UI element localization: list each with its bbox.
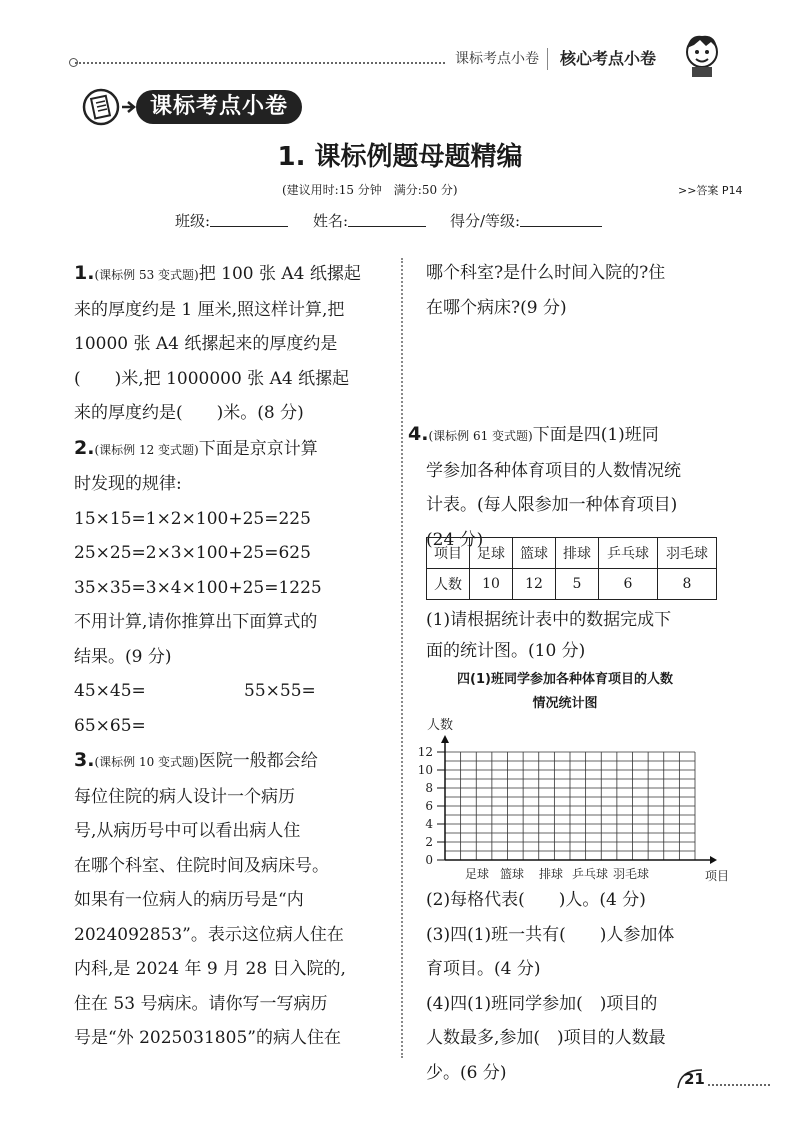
y-tick-label: 10	[417, 763, 433, 777]
table-cell: 12	[513, 569, 556, 600]
q3-line: 每位住院的病人设计一个病历	[74, 786, 295, 807]
table-cell: 人数	[427, 569, 470, 600]
table-cell: 羽毛球	[658, 538, 717, 569]
sports-table	[426, 537, 717, 600]
table-cell: 足球	[470, 538, 513, 569]
name-blank[interactable]	[348, 210, 426, 227]
q2-line: 25×25=2×3×100+25=625	[74, 543, 311, 563]
q3-line: 号是“外 2025031805”的病人住在	[74, 1028, 341, 1048]
y-tick-label: 0	[425, 853, 433, 867]
page-number: 21	[684, 1070, 705, 1088]
q1-line: 10000 张 A4 纸摞起来的厚度约是	[74, 334, 338, 354]
q2-line: 15×15=1×2×100+25=225	[74, 508, 311, 529]
time-note: (建议用时:15 分钟 满分:50 分)	[282, 183, 458, 197]
q4-line: 4.(课标例 61 变式题)下面是四(1)班同	[408, 423, 659, 445]
y-tick-label: 8	[425, 781, 433, 795]
q2-line: 35×35=3×4×100+25=1225	[74, 577, 322, 598]
class-field: 班级:	[175, 210, 210, 231]
x-tick-label: 羽毛球	[612, 867, 650, 881]
bar-chart	[405, 715, 745, 885]
q4-sub1-line: (1)请根据统计表中的数据完成下	[426, 610, 672, 630]
table-cell: 篮球	[513, 538, 556, 569]
q4-sub4-line: 少。(6 分)	[426, 1062, 507, 1083]
class-blank[interactable]	[210, 210, 288, 227]
y-axis-label: 人数	[427, 718, 454, 733]
q1-line: 来的厚度约是 1 厘米,照这样计算,把	[74, 299, 345, 320]
table-cell: 乒乓球	[599, 538, 658, 569]
q3-cont-line: 哪个科室?是什么时间入院的?住	[426, 263, 666, 283]
header-separator	[547, 48, 548, 70]
q3-cont-line: 在哪个病床?(9 分)	[426, 297, 567, 318]
page-title: 1. 课标例题母题精编	[277, 142, 523, 172]
q1-line: 来的厚度约是( )米。(8 分)	[74, 403, 304, 423]
table-header-row	[427, 538, 717, 569]
q2-line: 2.(课标例 12 变式题)下面是京京计算	[74, 436, 318, 459]
q4-line: 计表。(每人限参加一种体育项目)	[426, 495, 678, 515]
badge-arrow-icon	[122, 101, 136, 113]
mascot-icon	[678, 30, 726, 78]
q2-calc-45: 45×45=	[74, 681, 146, 701]
x-tick-label: 乒乓球	[571, 867, 609, 881]
table-cell: 项目	[427, 538, 470, 569]
table-cell: 排球	[556, 538, 599, 569]
footer-dotted-line	[708, 1084, 770, 1086]
y-tick-label: 2	[425, 835, 433, 849]
q4-sub4-line: 人数最多,参加( )项目的人数最	[426, 1028, 666, 1048]
table-cell: 10	[470, 569, 513, 600]
table-cell: 6	[599, 569, 658, 600]
column-divider	[401, 258, 403, 1058]
q4-sub3-line: 育项目。(4 分)	[426, 959, 541, 979]
q2-line: 不用计算,请你推算出下面算式的	[74, 612, 318, 632]
q4-sub1-line: 面的统计图。(10 分)	[426, 640, 586, 661]
x-tick-label: 篮球	[499, 867, 525, 881]
q3-line: 在哪个科室、住院时间及病床号。	[74, 855, 329, 876]
table-row	[427, 569, 717, 600]
score-blank[interactable]	[520, 210, 602, 227]
table-cell: 8	[658, 569, 717, 600]
q1-line: ( )米,把 1000000 张 A4 纸摞起	[74, 368, 350, 389]
q4-line: 学参加各种体育项目的人数情况统	[426, 460, 681, 481]
q4-block	[408, 417, 728, 557]
q4-line: (24 分)	[426, 529, 484, 550]
q1-line: 1.(课标例 53 变式题)把 100 张 A4 纸摞起	[74, 262, 361, 284]
left-column	[74, 256, 394, 1056]
y-tick-label: 6	[425, 799, 433, 813]
x-tick-label: 排球	[538, 867, 564, 881]
name-field: 姓名:	[313, 210, 348, 231]
q4-sub1	[426, 603, 736, 668]
q2-calc-55: 55×55=	[244, 681, 316, 701]
q4-subs	[426, 883, 736, 1090]
x-axis-label: 项目	[705, 869, 730, 883]
q3-line: 2024092853”。表示这位病人住在	[74, 924, 344, 945]
y-tick-label: 12	[417, 745, 433, 759]
notebook-icon	[82, 88, 120, 126]
y-tick-label: 4	[425, 817, 433, 831]
q4-sub4-line: (4)四(1)班同学参加( )项目的	[426, 993, 658, 1014]
score-field: 得分/等级:	[450, 210, 520, 231]
q2-calc-row	[74, 674, 394, 709]
x-tick-label: 足球	[464, 867, 490, 881]
q2-line: 时发现的规律:	[74, 474, 182, 494]
x-axis-arrow	[710, 856, 717, 864]
header-right-label: 核心考点小卷	[560, 49, 657, 68]
right-column-top	[426, 256, 726, 325]
answer-reference: >>答案 P14	[678, 184, 743, 197]
q3-line: 3.(课标例 10 变式题)医院一般都会给	[74, 749, 318, 771]
table-cell: 5	[556, 569, 599, 600]
q2-line: 结果。(9 分)	[74, 646, 172, 667]
q2-calc-65: 65×65=	[74, 715, 146, 736]
header-dotted-line	[75, 62, 445, 64]
q3-line: 号,从病历号中可以看出病人住	[74, 821, 301, 841]
q3-line: 如果有一位病人的病历号是“内	[74, 890, 304, 910]
chart-title-line1: 四(1)班同学参加各种体育项目的人数	[457, 672, 673, 687]
q3-line: 住在 53 号病床。请你写一写病历	[74, 993, 328, 1014]
q3-line: 内科,是 2024 年 9 月 28 日入院的,	[74, 959, 346, 979]
q4-sub2: (2)每格代表( )人。(4 分)	[426, 890, 646, 910]
q4-sub3-line: (3)四(1)班一共有( )人参加体	[426, 924, 675, 945]
section-badge: 课标考点小卷	[136, 90, 302, 124]
y-axis-arrow	[441, 735, 449, 743]
header-left-label: 课标考点小卷	[455, 51, 539, 67]
chart-title-line2: 情况统计图	[532, 696, 598, 711]
